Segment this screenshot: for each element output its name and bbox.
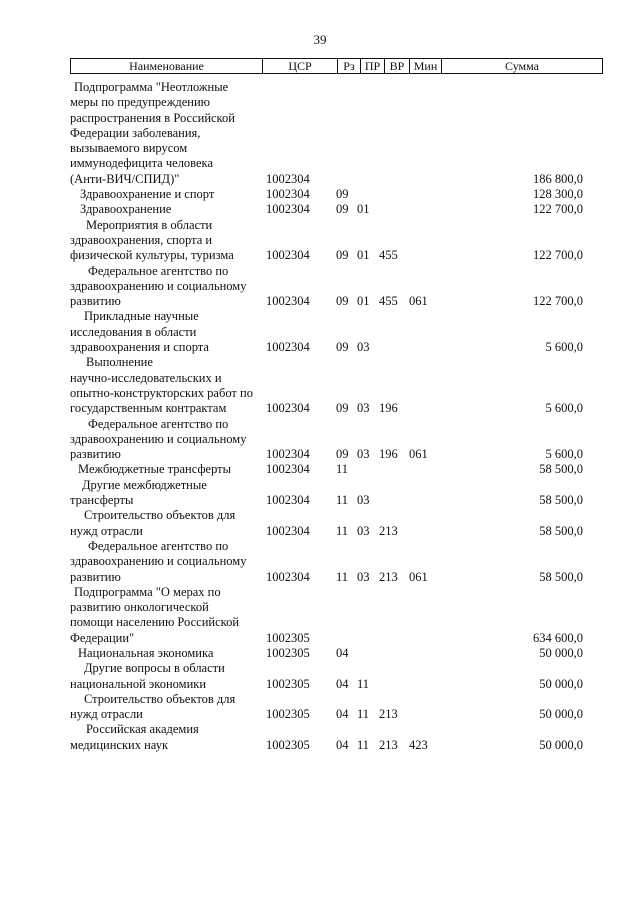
row-min: 061 [409, 569, 428, 584]
row-name: Здравоохранение [80, 202, 172, 217]
row-rz: 09 [336, 401, 349, 416]
row-csr: 1002304 [266, 569, 310, 584]
header-name: Наименование [71, 59, 263, 73]
row-name: Другие межбюджетные трансферты [70, 477, 207, 508]
table-row [70, 508, 603, 539]
row-name: Подпрограмма "О мерах по развитию онкологической помощи населению Российской Федерации" [70, 584, 240, 645]
header-pr: ПР [361, 59, 385, 73]
header-vr: ВР [385, 59, 410, 73]
row-csr: 1002304 [266, 493, 310, 508]
row-rz: 04 [336, 737, 349, 752]
row-sum: 5 600,0 [545, 447, 583, 462]
row-pr: 03 [357, 523, 370, 538]
row-rz: 04 [336, 676, 349, 691]
table-row [70, 478, 603, 509]
row-rz: 04 [336, 707, 349, 722]
row-sum: 50 000,0 [539, 645, 583, 660]
row-pr: 11 [357, 737, 370, 752]
row-pr: 01 [357, 202, 370, 217]
table-body [70, 80, 603, 753]
row-sum: 122 700,0 [533, 202, 583, 217]
row-csr: 1002305 [266, 737, 310, 752]
row-vr: 196 [379, 447, 398, 462]
table-row [70, 264, 603, 310]
row-name: Федеральное агентство по здравоохранению и социальному развитию [70, 416, 247, 462]
row-sum: 58 500,0 [539, 523, 583, 538]
row-sum: 58 500,0 [539, 569, 583, 584]
row-pr: 01 [357, 294, 370, 309]
row-rz: 09 [336, 294, 349, 309]
row-name: Строительство объектов для нужд отрасли [70, 508, 236, 538]
row-csr: 1002304 [266, 447, 310, 462]
row-rz: 04 [336, 645, 349, 660]
row-name: Федеральное агентство по здравоохранению и социальному развитию [70, 263, 247, 309]
row-csr: 1002304 [266, 248, 310, 263]
row-csr: 1002304 [266, 401, 310, 416]
table-row [70, 202, 603, 217]
row-pr: 01 [357, 248, 370, 263]
row-sum: 50 000,0 [539, 707, 583, 722]
row-csr: 1002304 [266, 462, 310, 477]
row-vr: 455 [379, 248, 398, 263]
row-csr: 1002304 [266, 340, 310, 355]
row-csr: 1002304 [266, 294, 310, 309]
row-csr: 1002305 [266, 630, 310, 645]
row-name: Мероприятия в области здравоохранения, спорта и физической культуры, туризма [70, 217, 234, 263]
table-row [70, 722, 603, 753]
table-row [70, 462, 603, 477]
row-rz: 11 [336, 523, 349, 538]
row-vr: 213 [379, 569, 398, 584]
table-row [70, 309, 603, 355]
row-name: Российская академия медицинских наук [70, 722, 199, 752]
row-sum: 5 600,0 [545, 340, 583, 355]
row-vr: 213 [379, 707, 398, 722]
row-name: Выполнение научно-исследовательских и опытно-конструкторских работ по государственным контрактам [70, 355, 253, 416]
table-row [70, 218, 603, 264]
row-pr: 11 [357, 707, 370, 722]
row-min: 423 [409, 737, 428, 752]
row-pr: 03 [357, 569, 370, 584]
page-number: 39 [313, 32, 327, 47]
row-pr: 03 [357, 493, 370, 508]
row-rz: 09 [336, 187, 349, 202]
table-row [70, 692, 603, 723]
row-name: Подпрограмма "Неотложные меры по предупреждению распространения в Российской Федерации заболевания, вызываемого вирусом иммунодефицита человека (Анти-ВИЧ/СПИД)" [70, 80, 235, 186]
row-rz: 09 [336, 202, 349, 217]
row-pr: 03 [357, 340, 370, 355]
row-name: Прикладные научные исследования в области здравоохранения и спорта [70, 309, 209, 355]
row-vr: 213 [379, 737, 398, 752]
row-min: 061 [409, 294, 428, 309]
row-sum: 5 600,0 [545, 401, 583, 416]
row-csr: 1002304 [266, 171, 310, 186]
table-row [70, 355, 603, 416]
header-min: Мин [410, 59, 442, 73]
row-rz: 11 [336, 569, 349, 584]
row-csr: 1002304 [266, 187, 310, 202]
row-csr: 1002305 [266, 707, 310, 722]
row-sum: 58 500,0 [539, 493, 583, 508]
row-name: Здравоохранение и спорт [80, 187, 215, 202]
row-sum: 58 500,0 [539, 462, 583, 477]
table-row [70, 646, 603, 661]
row-name: Федеральное агентство по здравоохранению и социальному развитию [70, 538, 247, 584]
row-name: Другие вопросы в области национальной экономики [70, 661, 225, 691]
row-sum: 50 000,0 [539, 676, 583, 691]
row-sum: 634 600,0 [533, 630, 583, 645]
row-vr: 196 [379, 401, 398, 416]
row-sum: 128 300,0 [533, 187, 583, 202]
table-row [70, 585, 603, 646]
row-rz: 09 [336, 340, 349, 355]
row-sum: 122 700,0 [533, 294, 583, 309]
row-pr: 03 [357, 401, 370, 416]
row-name: Строительство объектов для нужд отрасли [70, 691, 236, 722]
row-rz: 11 [336, 493, 349, 508]
row-pr: 11 [357, 676, 370, 691]
header-sum: Сумма [505, 59, 539, 73]
header-rz: Рз [338, 59, 361, 73]
row-sum: 50 000,0 [539, 737, 583, 752]
row-csr: 1002304 [266, 202, 310, 217]
row-sum: 186 800,0 [533, 171, 583, 186]
row-name: Национальная экономика [78, 645, 214, 660]
table-row [70, 539, 603, 585]
row-pr: 03 [357, 447, 370, 462]
row-sum: 122 700,0 [533, 248, 583, 263]
table-row [70, 417, 603, 463]
row-csr: 1002305 [266, 645, 310, 660]
table-header [70, 58, 603, 74]
table-row [70, 80, 603, 187]
row-name: Межбюджетные трансферты [78, 462, 232, 477]
row-min: 061 [409, 447, 428, 462]
table-row [70, 661, 603, 692]
row-vr: 213 [379, 523, 398, 538]
row-csr: 1002304 [266, 523, 310, 538]
row-rz: 09 [336, 447, 349, 462]
row-csr: 1002305 [266, 676, 310, 691]
row-rz: 09 [336, 248, 349, 263]
row-vr: 455 [379, 294, 398, 309]
row-rz: 11 [336, 462, 349, 477]
table-row [70, 187, 603, 202]
header-csr: ЦСР [263, 59, 338, 73]
